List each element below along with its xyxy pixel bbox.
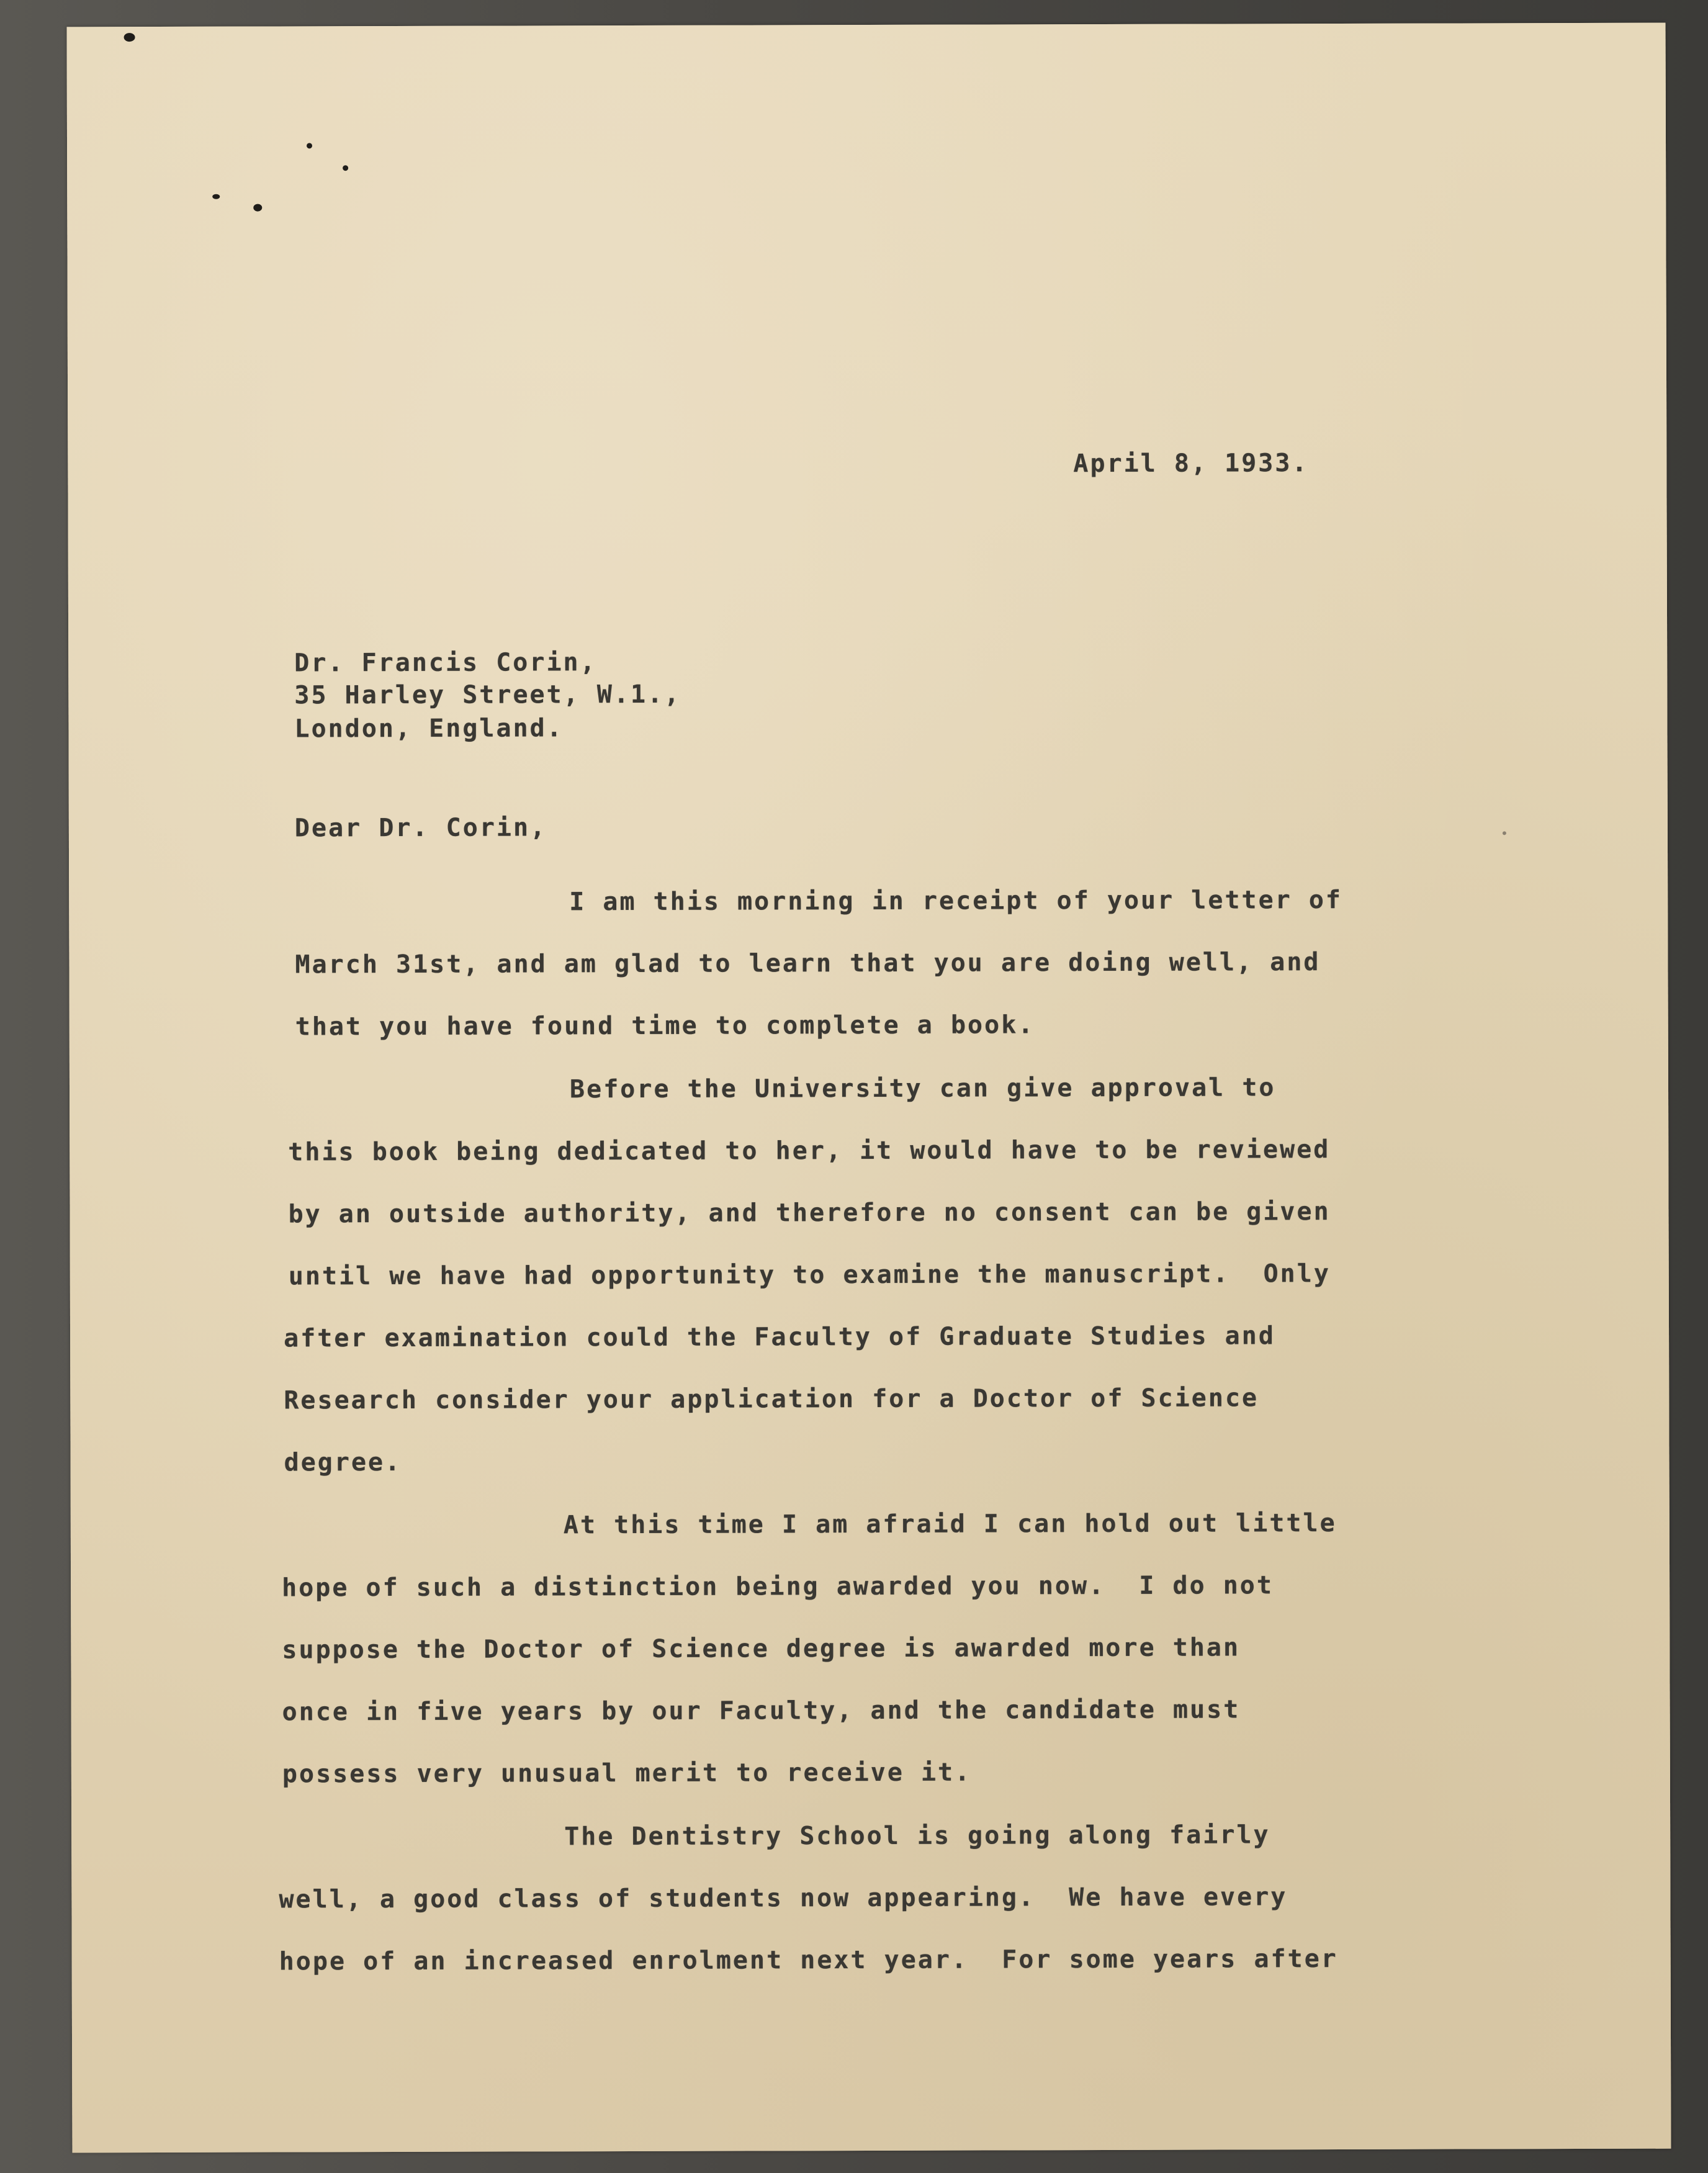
paragraph-3-line-1: At this time I am afraid I can hold out little [563,1509,1337,1540]
paragraph-1-line-2: March 31st, and am glad to learn that you are doing well, and [295,948,1321,979]
paragraph-2-line-2: this book being dedicated to her, it would have to be reviewed [288,1135,1331,1167]
paragraph-2-line-5: after examination could the Faculty of Graduate Studies and [283,1321,1275,1353]
paragraph-4-line-2: well, a good class of students now appearing. We have every [279,1883,1288,1914]
letter-date: April 8, 1933. [1073,449,1309,479]
salutation: Dear Dr. Corin, [294,813,547,843]
letter-page [67,23,1671,2153]
paragraph-2-line-6: Research consider your application for a Doctor of Science [284,1383,1259,1415]
paragraph-1-line-1: I am this morning in receipt of your letter of [569,886,1343,917]
recipient-name: Dr. Francis Corin, [294,648,597,678]
paragraph-3-line-5: possess very unusual merit to receive it. [282,1758,972,1789]
paragraph-4-line-3: hope of an increased enrolment next year. For some years after [279,1945,1338,1976]
paragraph-4-line-1: The Dentistry School is going along fairly [564,1820,1270,1851]
paragraph-2-line-7: degree. [284,1447,402,1477]
paragraph-3-line-2: hope of such a distinction being awarded you now. I do not [282,1571,1274,1603]
paragraph-3-line-4: once in five years by our Faculty, and the candidate must [282,1695,1241,1727]
recipient-city: London, England. [294,714,564,744]
paragraph-2-line-4: until we have had opportunity to examine the manuscript. Only [288,1259,1331,1291]
paragraph-1-line-3: that you have found time to complete a book. [295,1010,1035,1042]
paragraph-3-line-3: suppose the Doctor of Science degree is awarded more than [282,1633,1241,1665]
recipient-street: 35 Harley Street, W.1., [294,680,681,710]
paragraph-2-line-1: Before the University can give approval to [569,1073,1276,1104]
paragraph-2-line-3: by an outside authority, and therefore no consent can be given [288,1197,1331,1229]
